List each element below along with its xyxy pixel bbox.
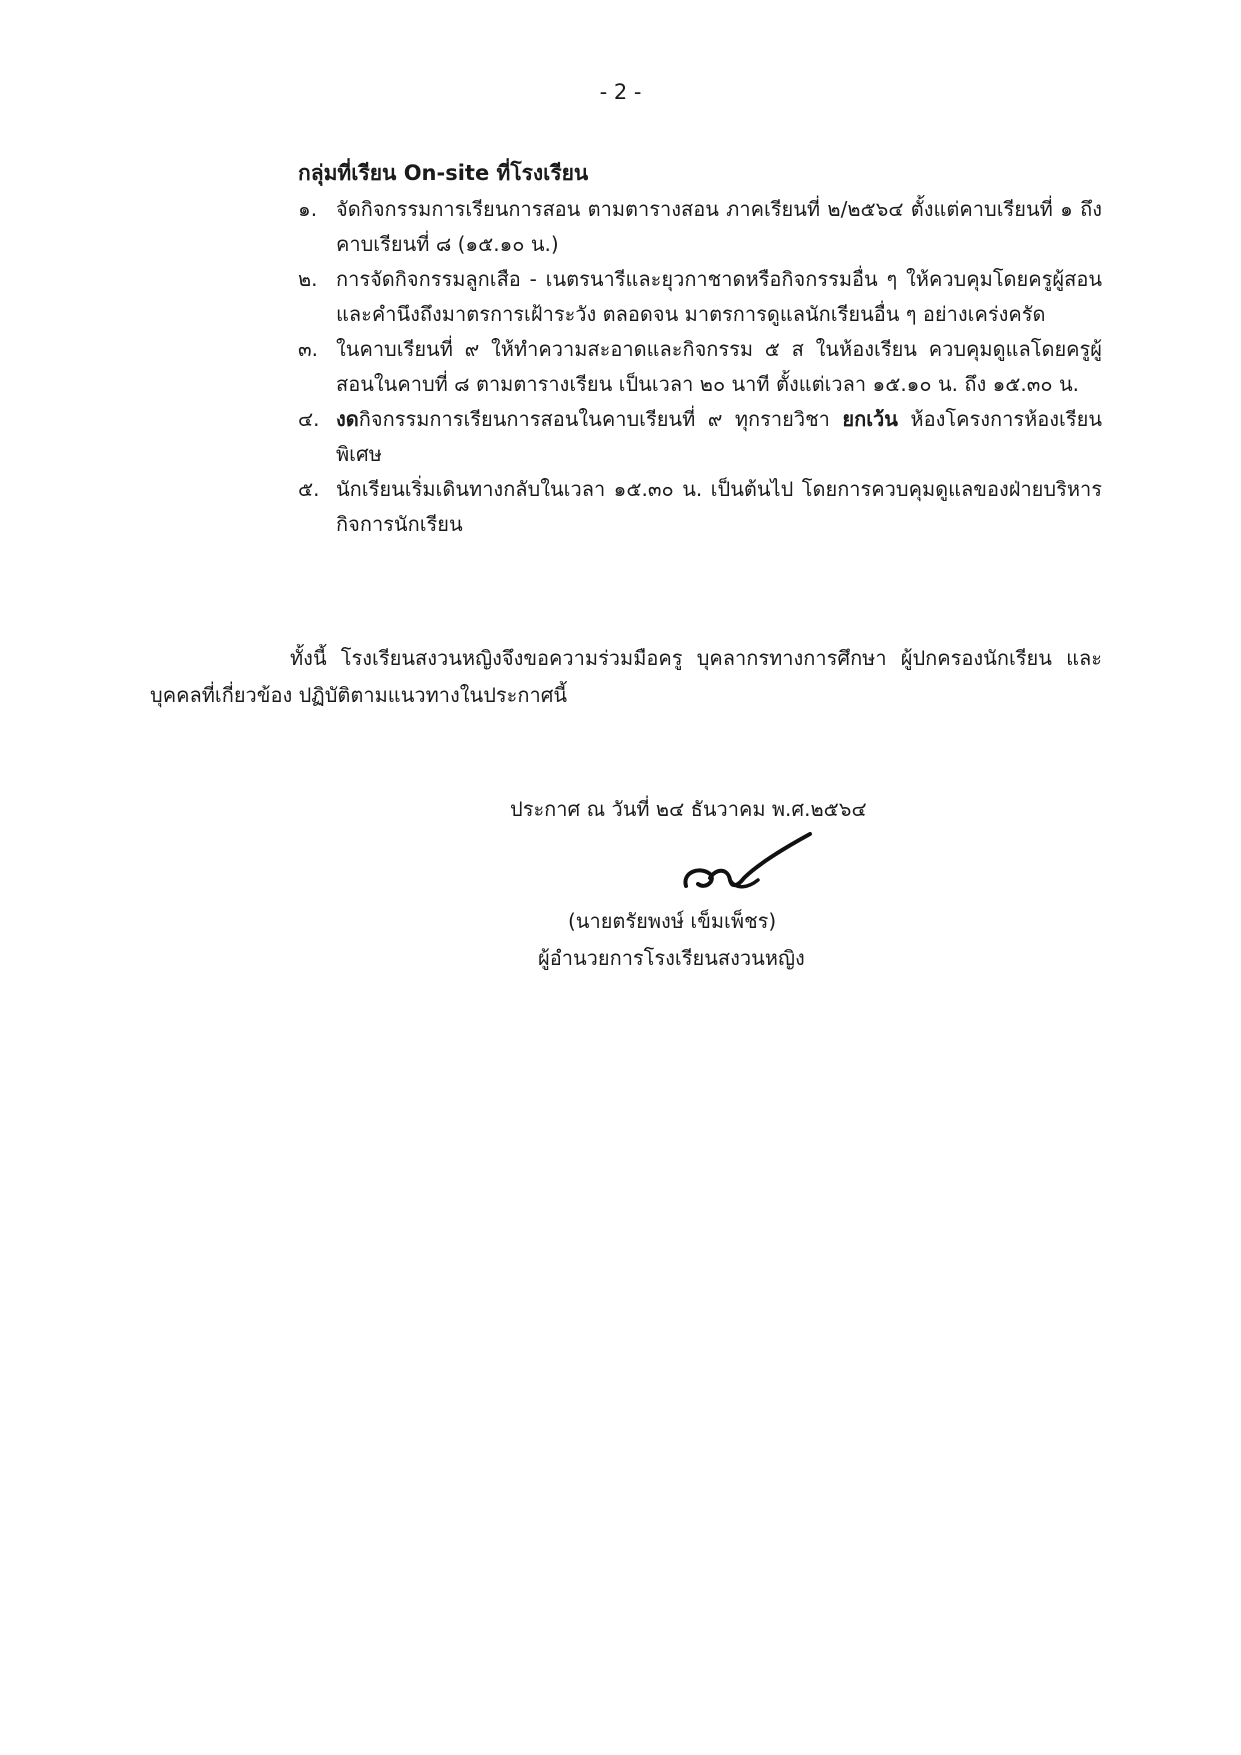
item-text-part: กิจกรรมการเรียนการสอนในคาบเรียนที่ ๙ ทุกรายวิชา: [358, 407, 843, 431]
item-text: ในคาบเรียนที่ ๙ ให้ทำความสะอาดและกิจกรรม ๕ ส ในห้องเรียน ควบคุมดูแลโดยครูผู้สอนในคาบที่ ๘ ตามตารางเรียน เป็นเวลา ๒๐ นาที ตั้งแต่เวลา ๑๕.๑๐ น. ถึง ๑๕.๓๐ น.: [336, 337, 1102, 396]
list-item: [298, 192, 1102, 262]
list-item: [298, 262, 1102, 332]
closing-paragraph: ทั้งนี้ โรงเรียนสงวนหญิงจึงขอความร่วมมือครู บุคลากรทางการศึกษา ผู้ปกครองนักเรียน และบุคคลที่เกี่ยวข้อง ปฏิบัติตามแนวทางในประกาศนี้: [150, 646, 1102, 707]
item-text-part: ห้องโครงการห้องเรียนพิเศษ: [336, 407, 1103, 466]
section-heading: กลุ่มที่เรียน On-site ที่โรงเรียน: [298, 161, 589, 185]
signature-icon: [678, 828, 818, 898]
bold-word-except: ยกเว้น: [842, 407, 898, 431]
list-item: [298, 472, 1102, 542]
signer-title: ผู้อำนวยการโรงเรียนสงวนหญิง: [538, 946, 805, 970]
list-item: [298, 402, 1102, 472]
item-number: ๔.: [298, 407, 320, 431]
item-number: ๑.: [298, 197, 318, 221]
bold-word-cancel: งด: [336, 407, 359, 431]
item-number: ๓.: [298, 337, 319, 361]
guideline-list: [298, 192, 1102, 542]
page-number: - 2 -: [599, 80, 642, 104]
item-number: ๒.: [298, 267, 318, 291]
list-item: [298, 332, 1102, 402]
item-text: นักเรียนเริ่มเดินทางกลับในเวลา ๑๕.๓๐ น. เป็นต้นไป โดยการควบคุมดูแลของฝ่ายบริหารกิจการนักเรียน: [336, 477, 1102, 536]
signer-name: (นายตรัยพงษ์ เข็มเพ็ชร): [568, 909, 777, 933]
announce-date: ประกาศ ณ วันที่ ๒๔ ธันวาคม พ.ศ.๒๕๖๔: [510, 797, 867, 821]
item-number: ๕.: [298, 477, 320, 501]
item-text: [336, 407, 1102, 466]
item-text: จัดกิจกรรมการเรียนการสอน ตามตารางสอน ภาคเรียนที่ ๒/๒๕๖๔ ตั้งแต่คาบเรียนที่ ๑ ถึงคาบเรียนที่ ๘ (๑๕.๑๐ น.): [336, 197, 1102, 256]
item-text: การจัดกิจกรรมลูกเสือ - เนตรนารีและยุวกาชาดหรือกิจกรรมอื่น ๆ ให้ควบคุมโดยครูผู้สอนและคำนึงถึงมาตรการเฝ้าระวัง ตลอดจน มาตรการดูแลนักเรียนอื่น ๆ อย่างเคร่งครัด: [336, 267, 1102, 326]
